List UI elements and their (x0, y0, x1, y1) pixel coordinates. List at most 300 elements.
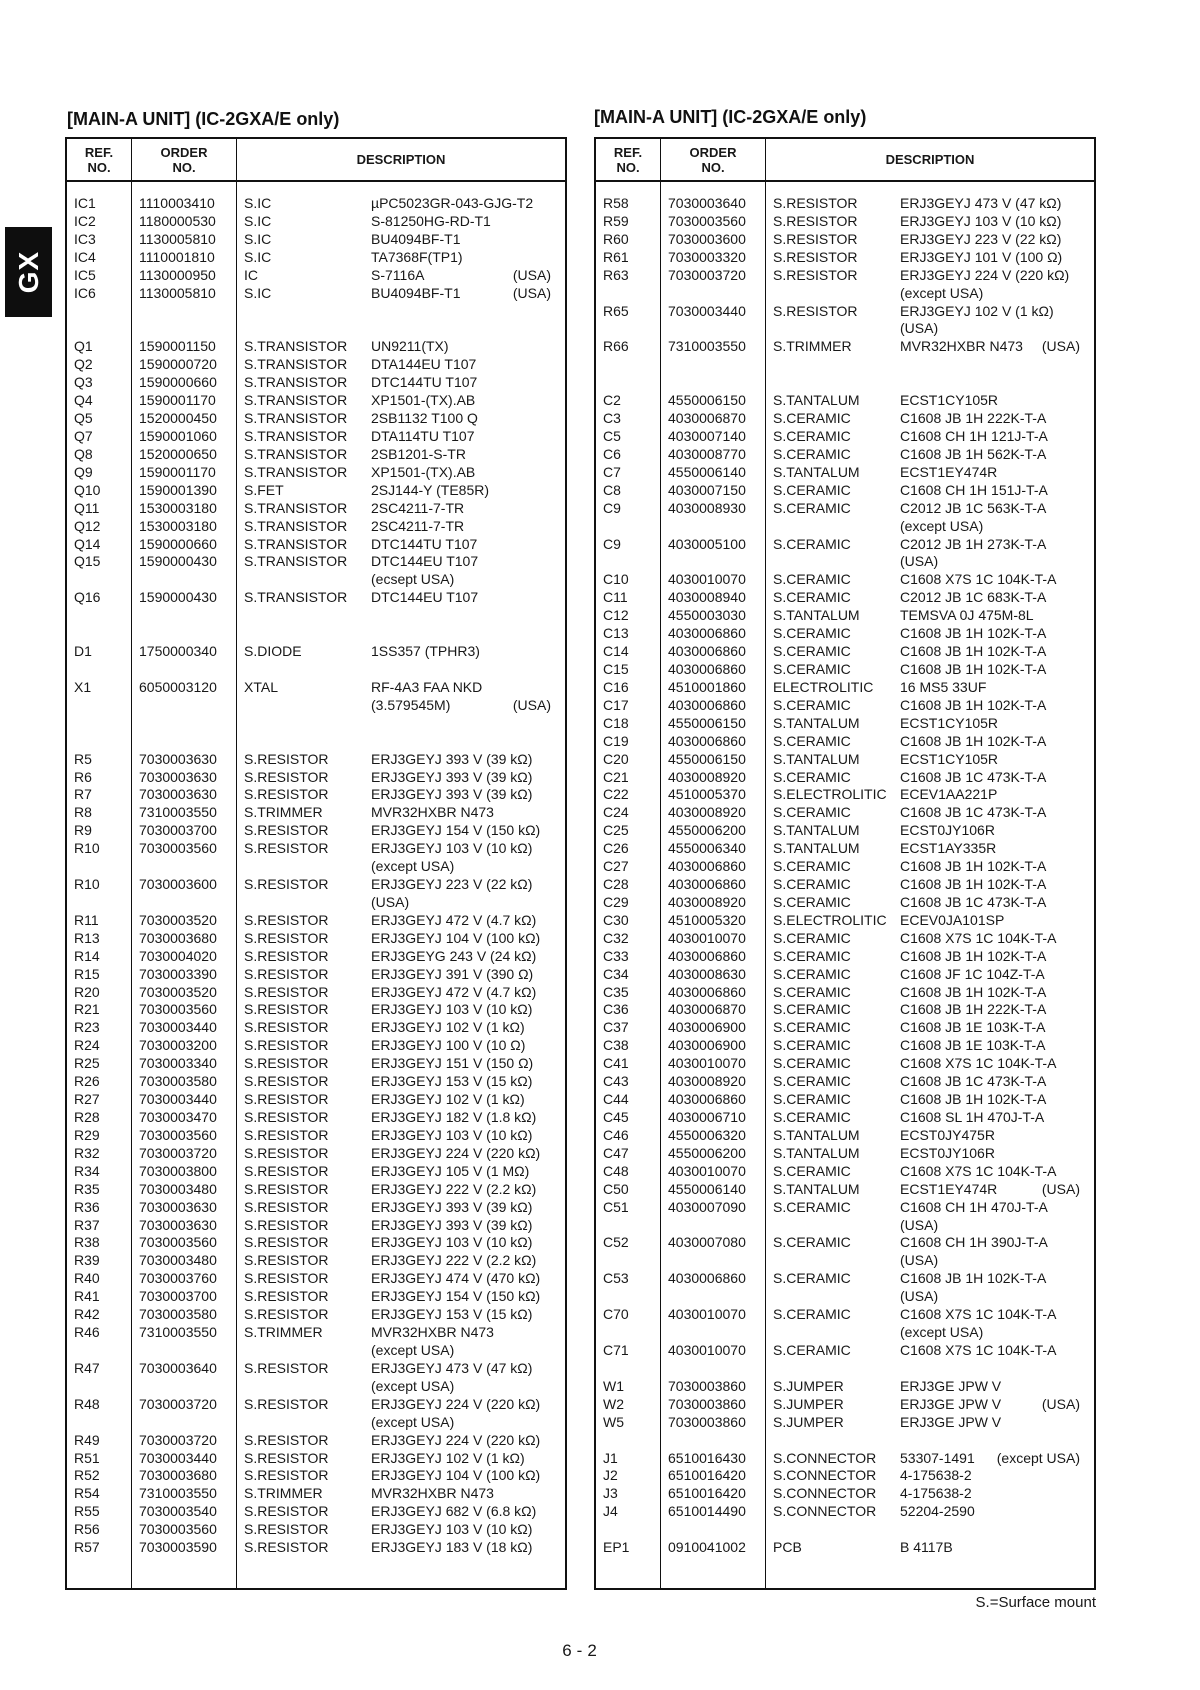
ref-no: Q14 (74, 535, 101, 552)
ref-no: C44 (603, 1091, 629, 1108)
part-type: S.ELECTROLITIC (773, 911, 887, 928)
part-type: S.RESISTOR (773, 195, 858, 211)
table-row (596, 1037, 1094, 1055)
table-row (596, 571, 1094, 589)
part-type: S.CERAMIC (773, 1001, 851, 1018)
ref-no: IC5 (74, 266, 96, 283)
blank-row (67, 303, 565, 321)
part-type: S.CERAMIC (773, 1306, 851, 1323)
order-no: 1590000660 (139, 374, 217, 391)
order-no: 1590000660 (139, 535, 217, 552)
ref-no: R37 (74, 1216, 100, 1233)
part-number: MVR32HXBR N473 (371, 1485, 494, 1502)
part-number: ERJ3GEYJ 222 V (2.2 kΩ) (371, 1252, 537, 1269)
table-row (67, 338, 565, 356)
part-number: TA7368F(TP1) (371, 248, 463, 265)
part-number: ERJ3GEYJ 182 V (1.8 kΩ) (371, 1109, 537, 1126)
part-type: S.CERAMIC (773, 858, 851, 875)
market-note: (USA) (512, 696, 551, 713)
ref-no: J2 (603, 1467, 618, 1484)
parts-table-right (594, 137, 1096, 1590)
part-number: C2012 JB 1C 563K-T-A (900, 499, 1047, 516)
part-number: ECST1CY105R (900, 750, 999, 767)
part-type: S.ELECTROLITIC (773, 786, 887, 803)
part-type: S.RESISTOR (244, 1109, 329, 1126)
header-description (237, 139, 565, 180)
part-type: S.CERAMIC (773, 445, 851, 462)
market-note: (except USA) (996, 1449, 1080, 1466)
table-header (596, 139, 1094, 182)
order-no: 6510016430 (668, 1449, 746, 1466)
order-no: 4030006900 (668, 1037, 746, 1054)
part-type: S.CERAMIC (773, 1109, 851, 1126)
order-no: 4030005100 (668, 535, 746, 552)
order-no: 7030003600 (139, 876, 217, 893)
part-type: S.RESISTOR (244, 1162, 329, 1179)
part-type: S.TRANSISTOR (244, 356, 348, 373)
table-row (596, 840, 1094, 858)
part-type: S.RESISTOR (244, 1144, 329, 1161)
table-row (596, 1306, 1094, 1324)
order-no: 4030008940 (668, 589, 746, 606)
ref-no: C33 (603, 947, 629, 964)
blank-row (596, 1360, 1094, 1378)
ref-no: C17 (603, 696, 629, 713)
ref-no: W2 (603, 1395, 624, 1412)
part-type: S.TANTALUM (773, 1144, 860, 1161)
blank-row (67, 715, 565, 733)
part-type: S.CERAMIC (773, 1270, 851, 1287)
order-no: 7030003630 (139, 768, 217, 785)
ref-no: R21 (74, 1001, 100, 1018)
part-type: S.CERAMIC (773, 1073, 851, 1090)
blank-row (596, 356, 1094, 374)
ref-no: Q12 (74, 517, 101, 534)
part-number: C1608 X7S 1C 104K-T-A (900, 1162, 1057, 1179)
ref-no: C47 (603, 1144, 629, 1161)
part-type: S.TRANSISTOR (244, 374, 348, 391)
table-row (596, 482, 1094, 500)
table-row (67, 464, 565, 482)
order-no: 7030003700 (139, 822, 217, 839)
table-row (67, 1019, 565, 1037)
part-type: S.CERAMIC (773, 947, 851, 964)
table-row (596, 1324, 1094, 1342)
part-type: S.RESISTOR (244, 1180, 329, 1197)
ref-no: C35 (603, 983, 629, 1000)
part-type: S.TANTALUM (773, 750, 860, 767)
ref-no: C71 (603, 1342, 629, 1358)
ref-no: R48 (74, 1395, 100, 1412)
order-no: 1130005810 (139, 284, 216, 301)
part-number: ERJ3GEYJ 224 V (220 kΩ) (371, 1144, 541, 1161)
part-number: ERJ3GEYJ 223 V (22 kΩ) (371, 876, 533, 893)
part-type: S.CERAMIC (773, 876, 851, 893)
ref-no: R28 (74, 1109, 100, 1126)
ref-no: R25 (74, 1055, 100, 1072)
order-no: 7030003560 (139, 1001, 217, 1018)
part-type: XTAL (244, 678, 278, 695)
part-number: DTC144TU T107 (371, 535, 478, 552)
part-type: S.RESISTOR (244, 750, 329, 767)
order-no: 4550006200 (668, 1144, 746, 1161)
table-row (596, 1288, 1094, 1306)
part-number: 2SB1132 T100 Q (371, 410, 478, 427)
table-row (596, 625, 1094, 643)
part-type: S.TANTALUM (773, 463, 860, 480)
table-row (67, 1378, 565, 1396)
part-number: ERJ3GEYJ 472 V (4.7 kΩ) (371, 983, 537, 1000)
order-no: 1590001170 (139, 463, 216, 480)
table-row (596, 1091, 1094, 1109)
table-row (67, 213, 565, 231)
part-number: ERJ3GEYJ 224 V (220 kΩ) (900, 266, 1070, 283)
part-type: S.TRIMMER (773, 338, 852, 355)
table-row (596, 697, 1094, 715)
ref-no: R14 (74, 947, 100, 964)
part-type: S.CERAMIC (773, 768, 851, 785)
order-no: 7030003800 (139, 1162, 217, 1179)
part-number: DTA114TU T107 (371, 427, 475, 444)
part-number: C1608 JB 1C 473K-T-A (900, 893, 1047, 910)
ref-no: R5 (74, 750, 92, 767)
ref-no: EP1 (603, 1539, 630, 1556)
part-number: ERJ3GEYJ 224 V (220 kΩ) (371, 1395, 541, 1412)
part-type: S.RESISTOR (244, 1073, 329, 1090)
part-number: DTC144EU T107 (371, 553, 479, 570)
market-note: (USA) (512, 284, 551, 301)
part-type: S.CERAMIC (773, 625, 851, 642)
ref-no: C52 (603, 1234, 629, 1251)
table-row (67, 231, 565, 249)
part-number: ECST0JY106R (900, 1144, 995, 1161)
ref-no: R47 (74, 1359, 100, 1376)
table-row (596, 249, 1094, 267)
order-no: 7030003440 (668, 302, 746, 319)
part-number: MVR32HXBR N473 (371, 804, 494, 821)
part-type: S.TRANSISTOR (244, 392, 348, 409)
table-row (596, 464, 1094, 482)
table-row (596, 733, 1094, 751)
table-row (596, 894, 1094, 912)
order-no: 4550006340 (668, 840, 746, 857)
part-number: (USA) (371, 893, 410, 910)
order-no: 4030007140 (668, 427, 746, 444)
part-type: S.RESISTOR (244, 1521, 329, 1538)
order-no: 7030003590 (139, 1539, 217, 1556)
part-type: S.RESISTOR (244, 1037, 329, 1054)
table-row (596, 285, 1094, 303)
part-type: S.CERAMIC (773, 1162, 851, 1179)
part-type: S.RESISTOR (244, 1270, 329, 1287)
part-type: S.CERAMIC (773, 499, 851, 516)
part-type: S.RESISTOR (244, 1055, 329, 1072)
table-row (67, 1485, 565, 1503)
part-number: XP1501-(TX).AB (371, 463, 476, 480)
order-no: 4030008920 (668, 768, 746, 785)
table-row (596, 822, 1094, 840)
blank-row (67, 607, 565, 625)
order-no: 1590000430 (139, 589, 217, 606)
part-number: ECST1CY105R (900, 392, 999, 409)
table-row (67, 697, 565, 715)
part-number: C1608 JB 1H 102K-T-A (900, 947, 1047, 964)
order-no: 7030003680 (139, 1467, 217, 1484)
part-number: C1608 JB 1H 102K-T-A (900, 660, 1047, 677)
blank-row (596, 374, 1094, 392)
order-no: 4030008630 (668, 965, 746, 982)
part-number: C1608 X7S 1C 104K-T-A (900, 571, 1057, 588)
ref-no: Q2 (74, 356, 93, 373)
ref-no: Q9 (74, 463, 93, 480)
part-number: ERJ3GEYJ 103 V (10 kΩ) (371, 1126, 533, 1143)
order-no: 1590001150 (139, 338, 216, 355)
header-ref-line2: NO. (87, 159, 111, 175)
part-number: ERJ3GEYJ 105 V (1 MΩ) (371, 1162, 530, 1179)
table-row (596, 267, 1094, 285)
table-row (67, 1145, 565, 1163)
order-no: 4510001860 (668, 678, 746, 695)
table-row (67, 876, 565, 894)
ref-no: R56 (74, 1521, 100, 1538)
order-no: 7030003630 (139, 1216, 217, 1233)
table-row (596, 195, 1094, 213)
part-number: µPC5023GR-043-GJG-T2 (371, 195, 534, 211)
order-no: 7030003320 (668, 248, 746, 265)
part-number: UN9211(TX) (371, 338, 449, 355)
part-number: B 4117B (900, 1539, 953, 1556)
part-number: ERJ3GEYJ 154 V (150 kΩ) (371, 822, 541, 839)
table-row (67, 858, 565, 876)
ref-no: C8 (603, 481, 621, 498)
table-row (67, 1234, 565, 1252)
order-no: 4030007150 (668, 481, 746, 498)
part-type: S.RESISTOR (244, 947, 329, 964)
ref-no: C30 (603, 911, 629, 928)
table-row (67, 1181, 565, 1199)
part-number: ERJ3GEYJ 153 V (15 kΩ) (371, 1073, 533, 1090)
part-type: S.CERAMIC (773, 643, 851, 660)
part-number: 4-175638-2 (900, 1485, 972, 1502)
table-row (67, 912, 565, 930)
ref-no: R52 (74, 1467, 100, 1484)
ref-no: R13 (74, 929, 100, 946)
part-number: C1608 JB 1H 102K-T-A (900, 1270, 1047, 1287)
part-type: S.RESISTOR (773, 230, 858, 247)
table-row (596, 589, 1094, 607)
order-no: 7310003550 (139, 1485, 217, 1502)
part-type: S.IC (244, 212, 272, 229)
part-type: S.TRANSISTOR (244, 553, 348, 570)
part-type: S.IC (244, 195, 272, 211)
part-number: 2SC4211-7-TR (371, 499, 465, 516)
part-number: C1608 JB 1C 473K-T-A (900, 1073, 1047, 1090)
part-type: S.RESISTOR (244, 1001, 329, 1018)
ref-no: C15 (603, 660, 629, 677)
table-row (596, 1270, 1094, 1288)
order-no: 7030003440 (139, 1019, 217, 1036)
part-number: C1608 X7S 1C 104K-T-A (900, 1306, 1057, 1323)
part-number: C1608 JB 1H 102K-T-A (900, 1091, 1047, 1108)
part-type: S.TRIMMER (244, 1324, 323, 1341)
header-ref-line1: REF. (613, 144, 643, 160)
ref-no: R23 (74, 1019, 100, 1036)
part-number: ERJ3GEYJ 154 V (150 kΩ) (371, 1288, 541, 1305)
header-order-no (661, 139, 765, 180)
table-body (596, 195, 1094, 1557)
ref-no: R7 (74, 786, 92, 803)
order-no: 7030003860 (668, 1377, 746, 1394)
order-no: 4550006200 (668, 822, 746, 839)
blank-row (67, 733, 565, 751)
order-no: 7030003560 (139, 840, 217, 857)
part-type: S.RESISTOR (244, 840, 329, 857)
order-no: 4550006150 (668, 392, 746, 409)
table-row (596, 1414, 1094, 1432)
order-no: 7030003440 (139, 1449, 217, 1466)
ref-no: R40 (74, 1270, 100, 1287)
order-no: 4550006150 (668, 714, 746, 731)
order-no: 4030006860 (668, 876, 746, 893)
order-no: 4030008920 (668, 804, 746, 821)
market-note: (USA) (1041, 338, 1080, 355)
header-order-no (132, 139, 236, 180)
part-number: C1608 SL 1H 470J-T-A (900, 1109, 1045, 1126)
part-type: S.JUMPER (773, 1413, 844, 1430)
order-no: 7030003560 (139, 1234, 217, 1251)
order-no: 7030003390 (139, 965, 217, 982)
part-type: S.CERAMIC (773, 929, 851, 946)
table-row (67, 1217, 565, 1235)
ref-no: R29 (74, 1126, 100, 1143)
table-row (67, 1396, 565, 1414)
table-row (596, 410, 1094, 428)
table-row (67, 1037, 565, 1055)
order-no: 1130005810 (139, 230, 216, 247)
ref-no: R8 (74, 804, 92, 821)
part-number: ECST1CY105R (900, 714, 999, 731)
order-no: 4030010070 (668, 929, 746, 946)
part-number: ERJ3GEYJ 103 V (10 kΩ) (371, 1001, 533, 1018)
order-no: 7030003860 (668, 1413, 746, 1430)
ref-no: R55 (74, 1503, 100, 1520)
table-row (596, 1539, 1094, 1557)
ref-no: R42 (74, 1306, 100, 1323)
market-note: (USA) (1041, 1180, 1080, 1197)
ref-no: C41 (603, 1055, 629, 1072)
part-number: ERJ3GEYJ 103 V (10 kΩ) (371, 1521, 533, 1538)
order-no: 7030003640 (139, 1359, 217, 1376)
order-no: 4030010070 (668, 1342, 746, 1358)
part-type: S.RESISTOR (773, 212, 858, 229)
header-ref-no (67, 139, 131, 180)
ref-no: C3 (603, 410, 621, 427)
part-type: S.FET (244, 481, 284, 498)
table-row (596, 553, 1094, 571)
ref-no: J1 (603, 1449, 618, 1466)
part-number: C1608 CH 1H 470J-T-A (900, 1198, 1048, 1215)
table-row (596, 1163, 1094, 1181)
part-number: C1608 X7S 1C 104K-T-A (900, 1342, 1057, 1358)
part-number: ERJ3GEYJ 393 V (39 kΩ) (371, 750, 533, 767)
table-row (596, 948, 1094, 966)
part-number: MVR32HXBR N473 (371, 1324, 494, 1341)
part-type: S.RESISTOR (244, 911, 329, 928)
part-type: S.RESISTOR (244, 1288, 329, 1305)
ref-no: Q5 (74, 410, 93, 427)
part-number: C1608 CH 1H 151J-T-A (900, 481, 1048, 498)
table-row (596, 1127, 1094, 1145)
part-number: ERJ3GEYJ 153 V (15 kΩ) (371, 1306, 533, 1323)
part-type: S.RESISTOR (244, 786, 329, 803)
table-row (67, 536, 565, 554)
part-type: S.RESISTOR (244, 1503, 329, 1520)
ref-no: C22 (603, 786, 629, 803)
part-type: S.RESISTOR (244, 1449, 329, 1466)
ref-no: Q1 (74, 338, 93, 355)
part-type: S.CERAMIC (773, 571, 851, 588)
table-row (596, 231, 1094, 249)
blank-row (67, 625, 565, 643)
table-row (67, 1432, 565, 1450)
part-type: S.RESISTOR (244, 876, 329, 893)
part-number: C1608 JB 1C 473K-T-A (900, 804, 1047, 821)
order-no: 7030003440 (139, 1091, 217, 1108)
ref-no: R34 (74, 1162, 100, 1179)
table-row (596, 428, 1094, 446)
table-row (596, 679, 1094, 697)
order-no: 7030003480 (139, 1252, 217, 1269)
ref-no: X1 (74, 678, 92, 695)
table-row (596, 858, 1094, 876)
order-no: 7030003580 (139, 1073, 217, 1090)
table-row (67, 679, 565, 697)
ref-no: Q16 (74, 589, 101, 606)
part-number: 2SB1201-S-TR (371, 445, 466, 462)
order-no: 1590000430 (139, 553, 217, 570)
blank-row (596, 1432, 1094, 1450)
order-no: 7030003520 (139, 911, 217, 928)
unit-title-left: [MAIN-A UNIT] (IC-2GXA/E only) (67, 109, 340, 129)
part-number: ERJ3GEYJ 391 V (390 Ω) (371, 965, 534, 982)
part-number: (USA) (900, 1288, 939, 1305)
table-row (67, 374, 565, 392)
part-number: ECST1EY474R (900, 1180, 998, 1197)
table-row (596, 1001, 1094, 1019)
ref-no: C9 (603, 499, 621, 516)
order-no: 1750000340 (139, 643, 217, 660)
ref-no: R58 (603, 195, 629, 211)
parts-table-left (65, 137, 567, 1590)
ref-no: R41 (74, 1288, 100, 1305)
ref-no: R9 (74, 822, 92, 839)
part-number: ECST0JY106R (900, 822, 995, 839)
ref-no: R51 (74, 1449, 100, 1466)
table-row (67, 1360, 565, 1378)
order-no: 4030010070 (668, 1055, 746, 1072)
table-row (596, 1503, 1094, 1521)
part-number: ERJ3GEYG 243 V (24 kΩ) (371, 947, 537, 964)
order-no: 4030006900 (668, 1019, 746, 1036)
table-row (596, 1450, 1094, 1468)
part-number: ERJ3GEYJ 393 V (39 kΩ) (371, 1216, 533, 1233)
ref-no: C11 (603, 589, 628, 606)
order-no: 4030008920 (668, 1073, 746, 1090)
order-no: 7030003630 (139, 750, 217, 767)
ref-no: C32 (603, 929, 629, 946)
header-order-line1: ORDER (689, 144, 737, 160)
page-number: 6-2 (562, 1641, 602, 1660)
